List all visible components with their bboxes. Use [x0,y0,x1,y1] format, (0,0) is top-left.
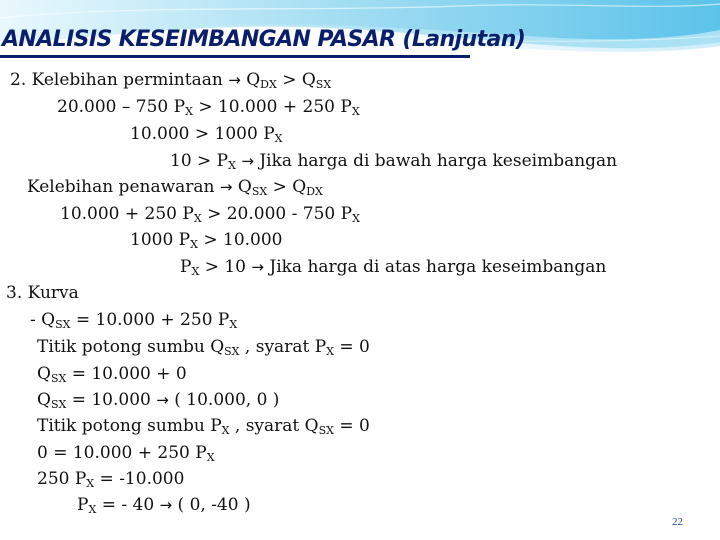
text-segment: 10.000 > 1000 P [130,124,275,144]
text-segment: , syarat P [239,337,327,357]
text-segment: > Q [267,177,307,197]
text-segment: - Q [30,310,56,330]
text-segment: ( 0, -40 ) [172,495,251,515]
text-segment: Titik potong sumbu P [37,416,222,436]
subscript: X [88,503,97,516]
subscript: SX [318,424,334,437]
text-segment: 10.000 + 250 P [60,204,194,224]
text-segment: Jika harga di atas harga keseimbangan [263,257,607,277]
text-segment: Kelebihan penawaran [27,177,220,197]
subscript: X [185,105,193,118]
subscript: X [86,477,95,490]
subscript: X [351,105,360,118]
subscript: X [229,318,238,331]
text-line [130,230,283,255]
text-segment: > Q [276,70,316,90]
text-line [37,416,370,441]
text-segment: = 10.000 + 250 P [70,310,230,330]
text-line [37,469,184,494]
subscript: X [221,424,230,437]
subscript: SX [50,372,67,385]
text-segment: = 0 [333,416,370,436]
slide-title: ANALISIS KESEIMBANGAN PASAR (Lanjutan) [2,27,526,52]
text-line [27,177,323,202]
text-segment: , syarat Q [229,416,319,436]
subscript: X [190,238,198,251]
arrow-right-icon: → [219,178,233,196]
subscript: X [191,265,200,278]
text-line [6,283,79,303]
arrow-right-icon: → [228,71,241,89]
text-segment: 1000 P [130,230,191,250]
text-segment: Q [232,177,252,197]
text-segment: Q [37,364,51,384]
text-segment: > 10.000 + 250 P [192,97,352,117]
text-segment: > 20.000 - 750 P [201,204,353,224]
text-segment: Titik potong sumbu Q [37,337,225,357]
text-segment: > 10 [199,257,252,277]
subscript: DX [260,78,277,91]
text-segment: Q [37,390,51,410]
text-segment: P [180,257,192,277]
text-line [60,204,360,229]
text-segment: = -10.000 [94,469,185,489]
arrow-right-icon: → [251,258,264,276]
subscript: SX [224,345,240,358]
text-segment: = 0 [333,337,370,357]
arrow-right-icon: → [156,391,169,409]
subscript: X [228,159,236,172]
text-segment: 20.000 – 750 P [57,97,186,117]
subscript: X [274,132,283,145]
subscript: X [326,345,334,358]
text-segment: > 10.000 [197,230,283,250]
text-segment: 2. Kelebihan permintaan [10,70,229,90]
subscript: X [206,451,215,464]
text-line [37,337,370,362]
arrow-right-icon: → [241,152,254,170]
text-segment: = 10.000 + 0 [66,364,187,384]
text-segment: Jika harga di bawah harga keseimbangan [253,151,618,171]
text-line [30,310,237,335]
subscript: SX [315,78,332,91]
text-line [37,390,279,415]
subscript: DX [306,185,323,198]
title-underline [0,55,470,58]
subscript: SX [251,185,268,198]
text-line [37,364,187,389]
subscript: SX [55,318,71,331]
subscript: X [352,212,360,225]
text-line [37,443,215,468]
text-segment: ( 10.000, 0 ) [168,390,280,410]
text-line [10,70,331,95]
text-segment: 10 > P [170,151,229,171]
text-line [57,97,360,122]
arrow-right-icon: → [159,496,173,514]
page-number: 22 [672,516,683,528]
text-line [180,257,606,282]
text-segment: = 10.000 [66,390,157,410]
text-segment: 3. Kurva [6,283,79,303]
text-segment: P [77,495,89,515]
text-line [170,151,617,176]
text-segment: = - 40 [96,495,160,515]
subscript: X [193,212,202,225]
text-line [130,124,283,149]
text-segment: 0 = 10.000 + 250 P [37,443,207,463]
text-segment: 250 P [37,469,87,489]
text-line [77,495,251,520]
text-segment: Q [240,70,261,90]
subscript: SX [50,398,67,411]
